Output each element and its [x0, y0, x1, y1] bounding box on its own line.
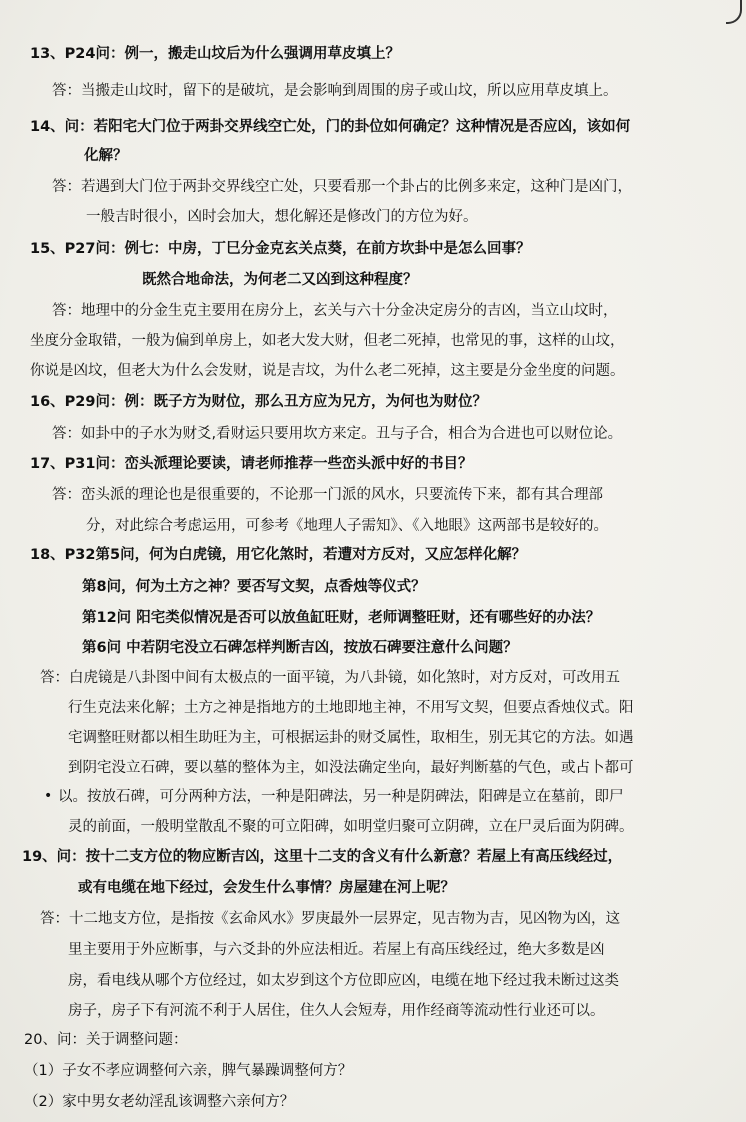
q20-item-2: （2）家中男女老幼淫乱该调整六亲何方？ [24, 1094, 295, 1110]
a16-line-1: 答：如卦中的子水为财爻,看财运只要用坎方来定。丑与子合，相合为合进也可以财位论。 [52, 426, 623, 442]
a19-line-4: 房子，房子下有河流不利于人居住，住久人会短寿，用作经商等流动性行业还可以。 [68, 1003, 605, 1019]
a18-line-3: 宅调整旺财都以相生助旺为主，可根据运卦的财爻属性，取相生，别无其它的方法。如遇 [68, 730, 634, 746]
a15-line-1: 答：地理中的分金生克主要用在房分上，玄关与六十分金决定房分的吉凶，当立山坟时， [52, 303, 618, 319]
a17-line-1: 答：峦头派的理论也是很重要的，不论那一门派的风水，只要流传下来，都有其合理部 [52, 487, 603, 503]
page-corner-mark [726, 0, 742, 24]
q15-line-2: 既然合地命法，为何老二又凶到这种程度？ [142, 272, 418, 288]
q18-line-1: 18、P32第5问，何为白虎镜，用它化煞时，若遭对方反对，又应怎样化解？ [30, 547, 527, 563]
a13-line-1: 答：当搬走山坟时，留下的是破坑，是会影响到周围的房子或山坟，所以应用草皮填上。 [52, 83, 618, 99]
a18-line-5: 以。按放石碑，可分两种方法，一种是阳碑法，另一种是阴碑法，阳碑是立在墓前，即尸 [58, 789, 624, 805]
a18-line-6: 灵的前面，一般明堂散乱不聚的可立阳碑，如明堂归聚可立阴碑，立在尸灵后面为阴碑。 [68, 819, 634, 835]
a15-line-2: 坐度分金取错，一般为偏到单房上，如老大发大财，但老二死掉，也常见的事，这样的山坟， [30, 333, 625, 349]
q16-line-1: 16、P29问：例：既子方为财位，那么丑方应为兄方，为何也为财位？ [30, 394, 487, 410]
a14-line-2: 一般吉时很小，凶时会加大，想化解还是修改门的方位为好。 [86, 209, 478, 225]
a19-line-2: 里主要用于外应断事，与六爻卦的外应法相近。若屋上有高压线经过，绝大多数是凶 [68, 942, 605, 958]
q14-line-1: 14、问：若阳宅大门位于两卦交界线空亡处，门的卦位如何确定？这种情况是否应凶，该如何 [30, 119, 631, 135]
a15-line-3: 你说是凶坟，但老大为什么会发财，说是吉坟，为什么老二死掉，这主要是分金坐度的问题。 [30, 363, 625, 379]
q18-line-2: 第8问，何为土方之神？要否写文契，点香烛等仪式？ [82, 579, 426, 595]
a17-line-2: 分，对此综合考虑运用，可参考《地理人子需知》、《入地眼》这两部书是较好的。 [86, 518, 608, 534]
scan-speck: • [44, 788, 53, 804]
q19-line-2: 或有电缆在地下经过，会发生什么事情？房屋建在河上呢？ [78, 880, 455, 896]
a19-line-1: 答：十二地支方位，是指按《玄命风水》罗庚最外一层界定，见吉物为吉，见凶物为凶，这 [40, 911, 620, 927]
q18-line-4: 第6问 中若阴宅没立石碑怎样判断吉凶，按放石碑要注意什么问题？ [82, 640, 518, 656]
a18-line-1: 答：白虎镜是八卦图中间有太极点的一面平镜，为八卦镜，如化煞时，对方反对，可改用五 [40, 670, 620, 686]
a18-line-4: 到阴宅没立石碑，要以墓的整体为主，如没法确定坐向，最好判断墓的气色，或占卜都可 [68, 760, 634, 776]
q17-line-1: 17、P31问：峦头派理论要读，请老师推荐一些峦头派中好的书目？ [30, 456, 473, 472]
q13-line-1: 13、P24问：例一，搬走山坟后为什么强调用草皮填上？ [30, 46, 400, 62]
a18-line-2: 行生克法来化解；土方之神是指地方的土地即地主神，不用写文契，但要点香烛仪式。阳 [68, 700, 634, 716]
q19-line-1: 19、问：按十二支方位的物应断吉凶，这里十二支的含义有什么新意？若屋上有高压线经过， [22, 849, 623, 865]
q18-line-3: 第12问 阳宅类似情况是否可以放鱼缸旺财，老师调整旺财，还有哪些好的办法？ [82, 610, 601, 626]
q20-item-1: （1）子女不孝应调整何六亲，脾气暴躁调整何方？ [24, 1063, 353, 1079]
a19-line-3: 房，看电线从哪个方位经过，如太岁到这个方位即应凶，电缆在地下经过我未断过这类 [68, 973, 619, 989]
q14-line-2: 化解？ [84, 148, 128, 164]
a14-line-1: 答：若遇到大门位于两卦交界线空亡处，只要看那一个卦占的比例多来定，这种门是凶门， [52, 179, 632, 195]
q20-line-1: 20、问：关于调整问题： [24, 1032, 188, 1048]
q15-line-1: 15、P27问：例七：中房，丁巳分金克玄关点葵，在前方坎卦中是怎么回事？ [30, 241, 531, 257]
